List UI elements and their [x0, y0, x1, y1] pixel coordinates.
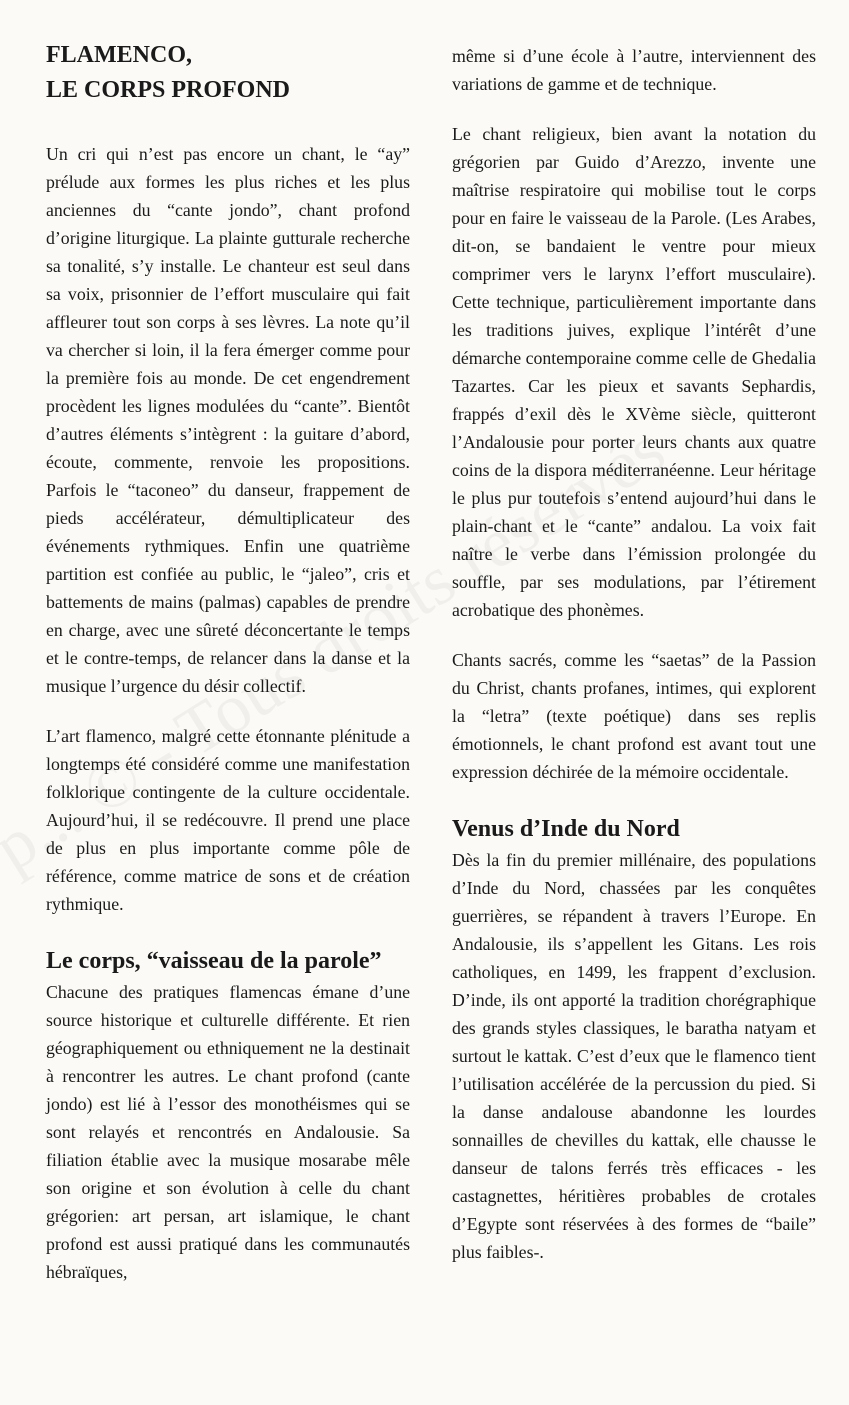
- paragraph-ecole: même si d’une école à l’autre, interviennent des variations de gamme et de technique.: [452, 46, 816, 94]
- paragraph-intro: Un cri qui n’est pas encore un chant, le “ay” prélude aux formes les plus riches et les plus anciennes du “cante jondo”, chant profond d’origine liturgique. La plainte gutturale recherche sa tonalité, s’y installe. Le chanteur est seul dans sa voix, prisonnier de l’effort musculaire qui fait affleurer tout son corps à ses lèvres. La note qu’il va chercher si loin, il la fera émerger comme pour la première fois au monde. De cet engendrement procèdent les lignes modulées du “cante”. Bientôt d’autres éléments s’intègrent : la guitare d’abord, écoute, commente, renvoie les propositions. Parfois le “taconeo” du danseur, frappement de pieds accélérateur, démultiplicateur des événements rythmiques. Enfin une quatrième partition est confiée au public, le “jaleo”, cris et battements de mains (palmas) capables de prendre en charge, avec une sûreté déconcertante le temps et le contre-temps, de relancer dans la danse et la musique l’urgence du désir collectif.: [46, 144, 410, 696]
- paragraph-pratiques: Chacune des pratiques flamencas émane d’une source historique et culturelle différente. Et rien géographiquement ou ethniquement ne la destinait à rencontrer les autres. Le chant profond (cante jondo) est lié à l’essor des monothéismes qui se sont relayés et rencontrés en Andalousie. Sa filiation établie avec la musique mosarabe mêle son origine et son évolution à celle du chant grégorien: art persan, art islamique, le chant profond est aussi pratiqué dans les communautés hébraïques,: [46, 982, 410, 1282]
- section-heading-corps: Le corps, “vaisseau de la parole”: [46, 948, 382, 974]
- section-heading-inde: Venus d’Inde du Nord: [452, 816, 680, 842]
- paragraph-chants-sacres: Chants sacrés, comme les “saetas” de la Passion du Christ, chants profanes, intimes, qui explorent la “letra” (texte poétique) dans ses replis émotionnels, le chant profond est avant tout une expression déchirée de la mémoire occidentale.: [452, 650, 816, 782]
- left-column: [46, 38, 410, 1286]
- paragraph-inde: Dès la fin du premier millénaire, des populations d’Inde du Nord, chassées par les conquêtes guerrières, se répandent à travers l’Europe. En Andalousie, ils s’appellent les Gitans. Les rois catholiques, en 1499, les frappent d’exclusion. D’inde, ils ont apporté la tradition chorégraphique des grands styles classiques, le baratha natyam et surtout le kattak. C’est d’eux que le flamenco tient l’utilisation accélérée de la percussion du pied. Si la danse andalouse abandonne les lourdes sonnailles de chevilles du kattak, elle chausse le danseur de talons ferrés très efficaces - les castagnettes, héritières probables de crotales d’Egypte sont réservées à des formes de “baile” plus faibles-.: [452, 850, 816, 1262]
- paragraph-art-flamenco: L’art flamenco, malgré cette étonnante plénitude a longtemps été considéré comme une manifestation folklorique contingente de la culture occidentale. Aujourd’hui, il se redécouvre. Il prend une place de plus en plus importante comme pôle de référence, comme matrice de sons et de création rythmique.: [46, 726, 410, 914]
- title-line-1: FLAMENCO,: [46, 42, 192, 68]
- title-line-2: LE CORPS PROFOND: [46, 77, 291, 103]
- paragraph-chant-religieux: Le chant religieux, bien avant la notation du grégorien par Guido d’Arezzo, invente une maîtrise respiratoire qui mobilise tout le corps pour en faire le vaisseau de la Parole. (Les Arabes, dit-on, se bandaient le ventre pour mieux comprimer vers le larynx l’effort musculaire). Cette technique, particulièrement importante dans les traditions juives, explique l’intérêt d’une démarche contemporaine comme celle de Ghedalia Tazartes. Car les pieux et savants Sephardis, frappés d’exil dès le XVème siècle, quitteront l’Andalousie pour porter leurs chants aux quatre coins de la dispora méditerranéenne. Leur héritage le plus pur toutefois s’entend aujourd’hui dans le plain-chant et le “cante” andalou. La voix fait naître le verbe dans l’émission prolongée du souffle, par ses modulations, par l’étirement acrobatique des phonèmes.: [452, 124, 816, 620]
- right-column: [452, 42, 816, 1266]
- page-title: [46, 38, 410, 108]
